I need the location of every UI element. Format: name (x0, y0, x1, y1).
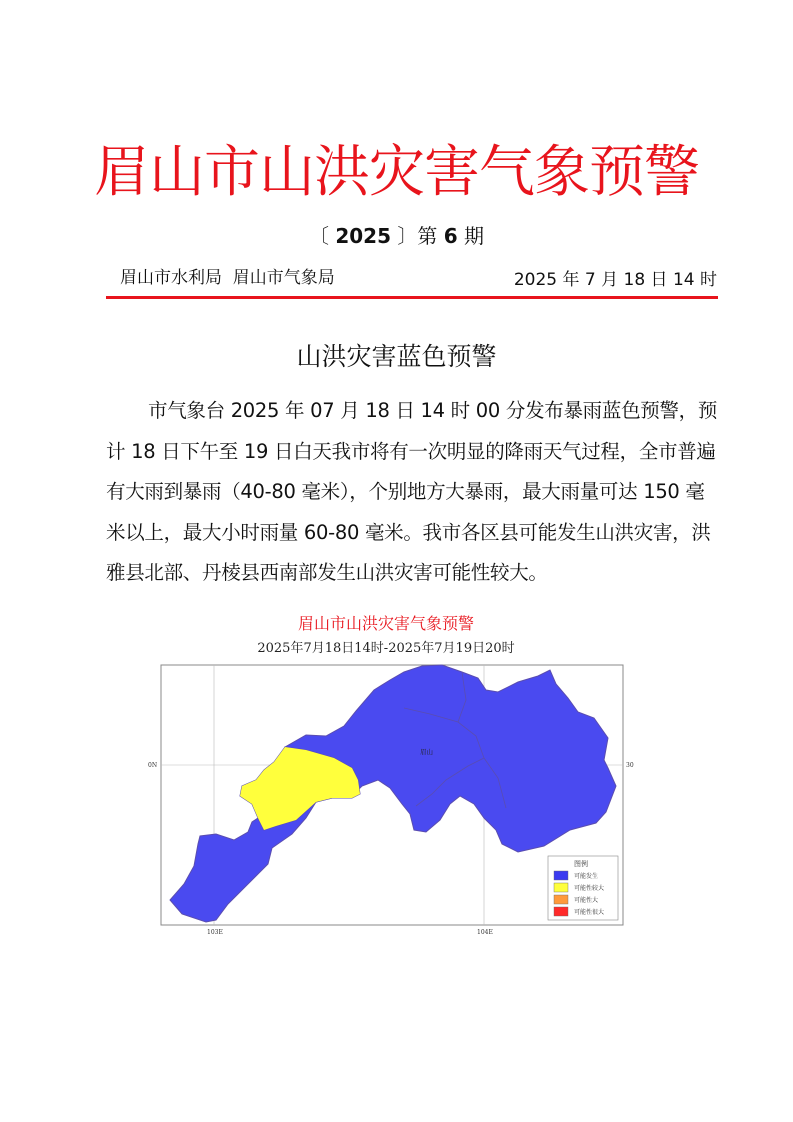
lon-label-104: 104E (477, 929, 493, 936)
issue-close: 〕第 (397, 224, 438, 248)
map-title: 眉山市山洪灾害气象预警 (297, 614, 474, 633)
legend-swatch-higher (554, 883, 568, 892)
legend-label-high: 可能性大 (574, 897, 599, 904)
lat-label-right: 30 (626, 762, 634, 769)
document-title: 眉山市山洪灾害气象预警 (94, 140, 699, 205)
lat-label-left: 0N (148, 762, 158, 769)
notice-title: 山洪灾害蓝色预警 (296, 342, 497, 371)
issuing-agencies: 眉山市水利局 眉山市气象局 (120, 268, 335, 288)
lon-label-103: 103E (207, 929, 223, 936)
city-label: 眉山 (420, 748, 433, 756)
legend-swatch-possible (554, 871, 568, 880)
issue-suffix: 期 (464, 224, 485, 248)
warning-map (146, 608, 646, 943)
legend-title: 图例 (574, 860, 588, 868)
legend-label-higher: 可能性较大 (574, 885, 605, 892)
issue-number (0, 222, 793, 250)
legend-swatch-high (554, 895, 568, 904)
issue-time: 2025 年 7 月 18 日 14 时 (513, 270, 717, 290)
notice-body: 市气象台 2025 年 07 月 18 日 14 时 00 分发布暴雨蓝色预警，预计 18 日下午至 19 日白天我市将有一次明显的降雨天气过程，全市普遍有大雨到暴雨（40-80 毫米），个别地方大暴雨，最大雨量可达 150 毫米以上，最大小时雨量 60-80 毫米。我市各区县可能发生山洪灾害，洪雅县北部、丹棱县西南部发生山洪灾害可能性较大。 (106, 399, 718, 584)
map-subtitle: 2025年7月18日14时-2025年7月19日20时 (257, 641, 515, 656)
issue-open: 〔 (308, 224, 329, 248)
header-divider (106, 296, 718, 299)
issue-year: 2025 (335, 224, 392, 248)
legend-label-possible: 可能发生 (574, 873, 599, 880)
map-legend (548, 856, 618, 920)
legend-swatch-very-high (554, 907, 568, 916)
legend-label-very-high: 可能性很大 (574, 909, 605, 916)
issue-no: 6 (443, 224, 458, 248)
